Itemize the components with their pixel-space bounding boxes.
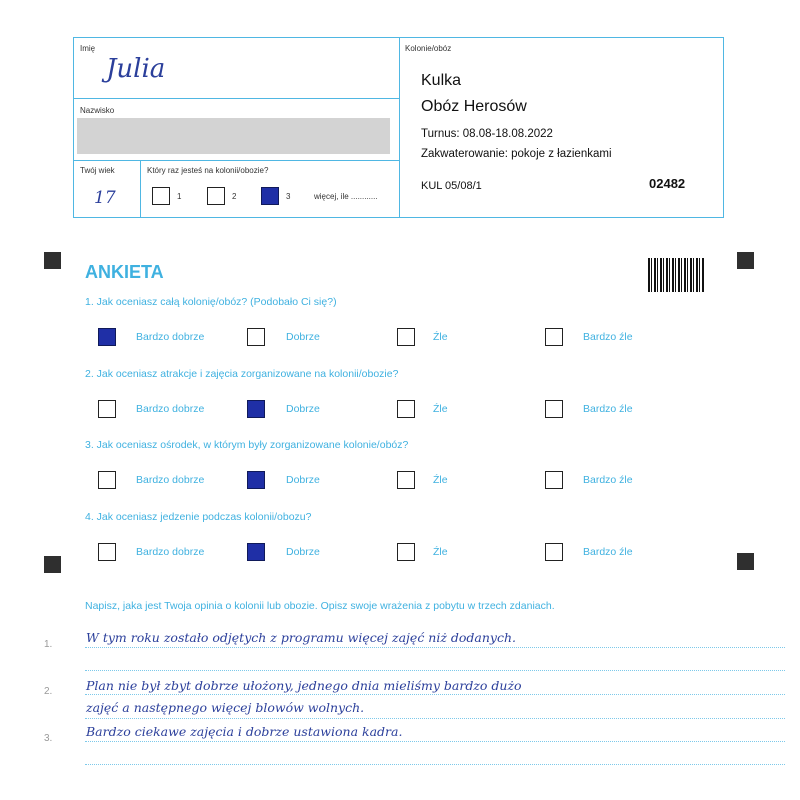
rating-checkbox[interactable]	[98, 471, 116, 489]
rating-checkbox[interactable]	[98, 400, 116, 418]
camp-subtitle: Obóz Herosów	[421, 98, 527, 115]
turnus-label: Turnus:	[421, 128, 460, 140]
opinion-answer-line[interactable]: Plan nie był zbyt dobrze ułożony, jednego dnia mieliśmy bardzo dużo	[86, 678, 522, 693]
visit-3-label: 3	[286, 192, 291, 201]
wiek-label: Twój wiek	[80, 166, 115, 175]
opinion-answer-line[interactable]: W tym roku zostało odjętych z programu więcej zajęć niż dodanych.	[86, 630, 517, 645]
rating-option-label: Bardzo dobrze	[136, 474, 205, 486]
zakwaterowanie-label: Zakwaterowanie:	[421, 148, 508, 160]
question-text: 3. Jak oceniasz ośrodek, w którym były zorganizowane kolonie/obóz?	[85, 439, 409, 451]
rating-checkbox[interactable]	[545, 400, 563, 418]
nazwisko-label: Nazwisko	[80, 106, 115, 115]
rating-checkbox[interactable]	[98, 328, 116, 346]
rating-checkbox[interactable]	[247, 471, 265, 489]
rating-checkbox[interactable]	[98, 543, 116, 561]
visit-1-label: 1	[177, 192, 182, 201]
rating-option-label: Dobrze	[286, 474, 320, 486]
nazwisko-redacted-field	[77, 118, 390, 154]
camp-code: KUL 05/08/1	[421, 180, 482, 192]
writing-line	[85, 694, 785, 695]
form-number: 02482	[649, 176, 686, 191]
rating-option-label: Dobrze	[286, 403, 320, 415]
question-text: 2. Jak oceniasz atrakcje i zajęcia zorganizowane na kolonii/obozie?	[85, 368, 399, 380]
visit-2-label: 2	[232, 192, 237, 201]
rating-checkbox[interactable]	[247, 543, 265, 561]
rating-checkbox[interactable]	[397, 543, 415, 561]
rating-option-label: Dobrze	[286, 331, 320, 343]
kolonie-label: Kolonie/obóz	[405, 44, 452, 53]
rating-checkbox[interactable]	[397, 400, 415, 418]
writing-line	[85, 741, 785, 742]
wiek-value[interactable]: 17	[94, 188, 116, 208]
rating-option-label: Bardzo dobrze	[136, 403, 205, 415]
divider	[73, 98, 399, 99]
rating-checkbox[interactable]	[397, 471, 415, 489]
rating-option-label: Źle	[433, 331, 448, 343]
zakwaterowanie-row	[421, 148, 612, 160]
rating-option-label: Bardzo dobrze	[136, 331, 205, 343]
rating-option-label: Bardzo źle	[583, 403, 633, 415]
registration-marker	[44, 556, 61, 573]
imie-label: Imię	[80, 44, 96, 53]
rating-checkbox[interactable]	[247, 400, 265, 418]
rating-checkbox[interactable]	[545, 471, 563, 489]
line-number: 3.	[44, 733, 53, 744]
rating-option-label: Bardzo dobrze	[136, 546, 205, 558]
registration-marker	[737, 252, 754, 269]
rating-checkbox[interactable]	[545, 328, 563, 346]
registration-marker	[737, 553, 754, 570]
camp-name: Kulka	[421, 72, 462, 89]
rating-option-label: Bardzo źle	[583, 331, 633, 343]
barcode	[648, 258, 704, 292]
divider	[73, 160, 399, 161]
opinion-answer-line[interactable]: zajęć a następnego więcej blowów wolnych.	[86, 700, 365, 715]
writing-line	[85, 647, 785, 648]
question-text: 1. Jak oceniasz całą kolonię/obóz? (Podobało Ci się?)	[85, 296, 337, 308]
survey-title: ANKIETA	[85, 262, 164, 282]
divider	[140, 160, 141, 218]
writing-line	[85, 764, 785, 765]
rating-option-label: Źle	[433, 403, 448, 415]
visit-3-checkbox[interactable]	[261, 187, 279, 205]
turnus-value: 08.08-18.08.2022	[462, 128, 553, 140]
registration-marker	[44, 252, 61, 269]
rating-option-label: Źle	[433, 546, 448, 558]
rating-option-label: Dobrze	[286, 546, 320, 558]
rating-checkbox[interactable]	[247, 328, 265, 346]
line-number: 1.	[44, 639, 53, 650]
imie-value[interactable]: Julia	[106, 54, 166, 84]
question-text: 4. Jak oceniasz jedzenie podczas kolonii/obozu?	[85, 511, 312, 523]
line-number: 2.	[44, 686, 53, 697]
rating-checkbox[interactable]	[397, 328, 415, 346]
zakwaterowanie-value: pokoje z łazienkami	[511, 148, 612, 160]
rating-option-label: Bardzo źle	[583, 546, 633, 558]
opinion-prompt: Napisz, jaka jest Twoja opinia o kolonii lub obozie. Opisz swoje wrażenia z pobytu w trzech zdaniach.	[85, 600, 555, 612]
visit-1-checkbox[interactable]	[152, 187, 170, 205]
visit-2-checkbox[interactable]	[207, 187, 225, 205]
rating-checkbox[interactable]	[545, 543, 563, 561]
opinion-answer-line[interactable]: Bardzo ciekawe zajęcia i dobrze ustawiona kadra.	[86, 724, 403, 739]
writing-line	[85, 670, 785, 671]
ktory-raz-label: Który raz jesteś na kolonii/obozie?	[147, 166, 269, 175]
turnus-row	[421, 128, 553, 140]
rating-option-label: Źle	[433, 474, 448, 486]
writing-line	[85, 718, 785, 719]
rating-option-label: Bardzo źle	[583, 474, 633, 486]
visit-more-label: więcej, ile ............	[314, 192, 378, 201]
